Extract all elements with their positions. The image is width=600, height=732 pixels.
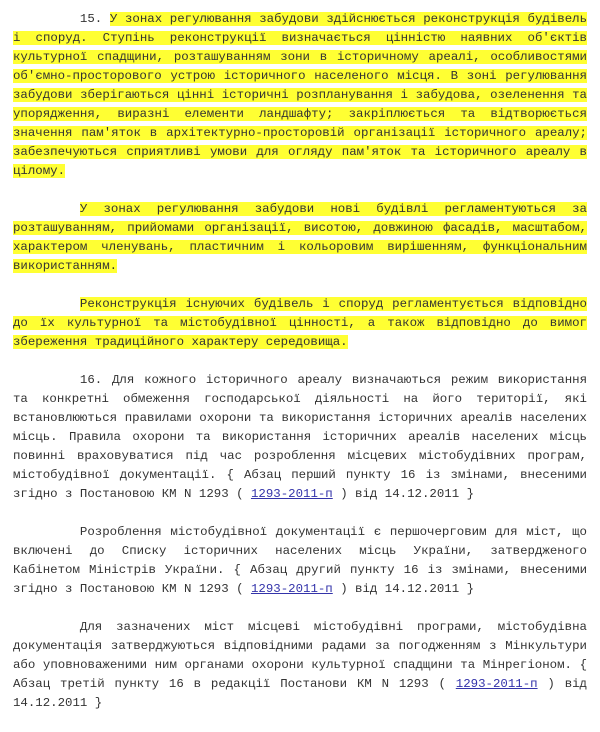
highlighted-text: [13, 202, 587, 273]
amendment-note-end: ) від 14.12.2011 }: [340, 582, 475, 596]
amendment-note-end: ) від 14.12.2011 }: [340, 487, 475, 501]
amendment-link[interactable]: 1293-2011-п: [250, 582, 333, 596]
paragraph-16-second: [13, 523, 587, 599]
highlighted-text: У зонах регулювання забудови здійснюється реконструкція будівель і споруд. Ступінь реконструкції визначається цінністю наявних об'єктів культурної спадщини, розташуванням зони в історичному ареалі, особливостями об'ємно-просторового устрою історичного населеного місця. В зоні регулювання забудови зберігаються цінні історичні розпланування і забудова, озеленення та упорядження, виразні елементи ландшафту; закріплюється та відтворюється значення пам'яток в архітектурно-просторовій організації історичного ареалу; забезпечуються сприятливі умови для огляду пам'яток та історичного ареалу в цілому.: [13, 12, 587, 178]
paragraph-15-new-buildings: [13, 200, 587, 276]
paragraph-16-third: [13, 618, 587, 713]
amendment-link[interactable]: 1293-2011-п: [250, 487, 333, 501]
paragraph-number: 15.: [79, 12, 103, 26]
document-body: [13, 10, 587, 732]
paragraph-text: У зонах регулювання забудови нові будівлі регламентуються за розташуванням, прийомами організації, висотою, довжиною фасадів, масштабом, характером членувань, пластичним і кольоровим вирішенням, функціональним використанням.: [13, 202, 587, 273]
paragraph-15: [13, 10, 587, 181]
paragraph-number: 16.: [79, 373, 103, 387]
paragraph-text: Для кожного історичного ареалу визначаються режим використання та конкретні обмеження господарської діяльності на його території, які встановлюються правилами охорони та використання історичних ареалів населених місць. Правила охорони та використання історичних ареалів населених місць повинні враховуватися під час розроблення місцевих містобудівних програм, містобудівної документації.: [13, 373, 588, 482]
amendment-link[interactable]: 1293-2011-п: [455, 677, 538, 691]
amendment-note: { Абзац другий пункту 16 із змінами, внесеними згідно з Постановою КМ N 1293 (: [13, 563, 588, 596]
highlighted-text: Реконструкція існуючих будівель і споруд регламентується відповідно до їх культурної та містобудівної цінності, а також відповідно до вимог збереження традиційного характеру середовища.: [13, 297, 587, 349]
paragraph-text: Для зазначених міст місцеві містобудівні програми, містобудівна документація затверджуються відповідними радами за погодженням з Мінкультури або уповноваженими ним органами охорони культурної спадщини та Мінрегіоном.: [13, 620, 587, 672]
paragraph-16: [13, 371, 587, 504]
paragraph-15-reconstruction: [13, 295, 587, 352]
amendment-note-end: ) від 14.12.2011 }: [13, 677, 587, 710]
paragraph-text: Розроблення містобудівної документації є першочерговим для міст, що включені до Списку історичних населених місць України, затвердженого Кабінетом Міністрів України.: [13, 525, 587, 577]
amendment-note: { Абзац перший пункту 16 із змінами, внесеними згідно з Постановою КМ N 1293 (: [13, 468, 587, 501]
amendment-note: { Абзац третій пункту 16 в редакції Постанови КМ N 1293 (: [13, 658, 588, 691]
